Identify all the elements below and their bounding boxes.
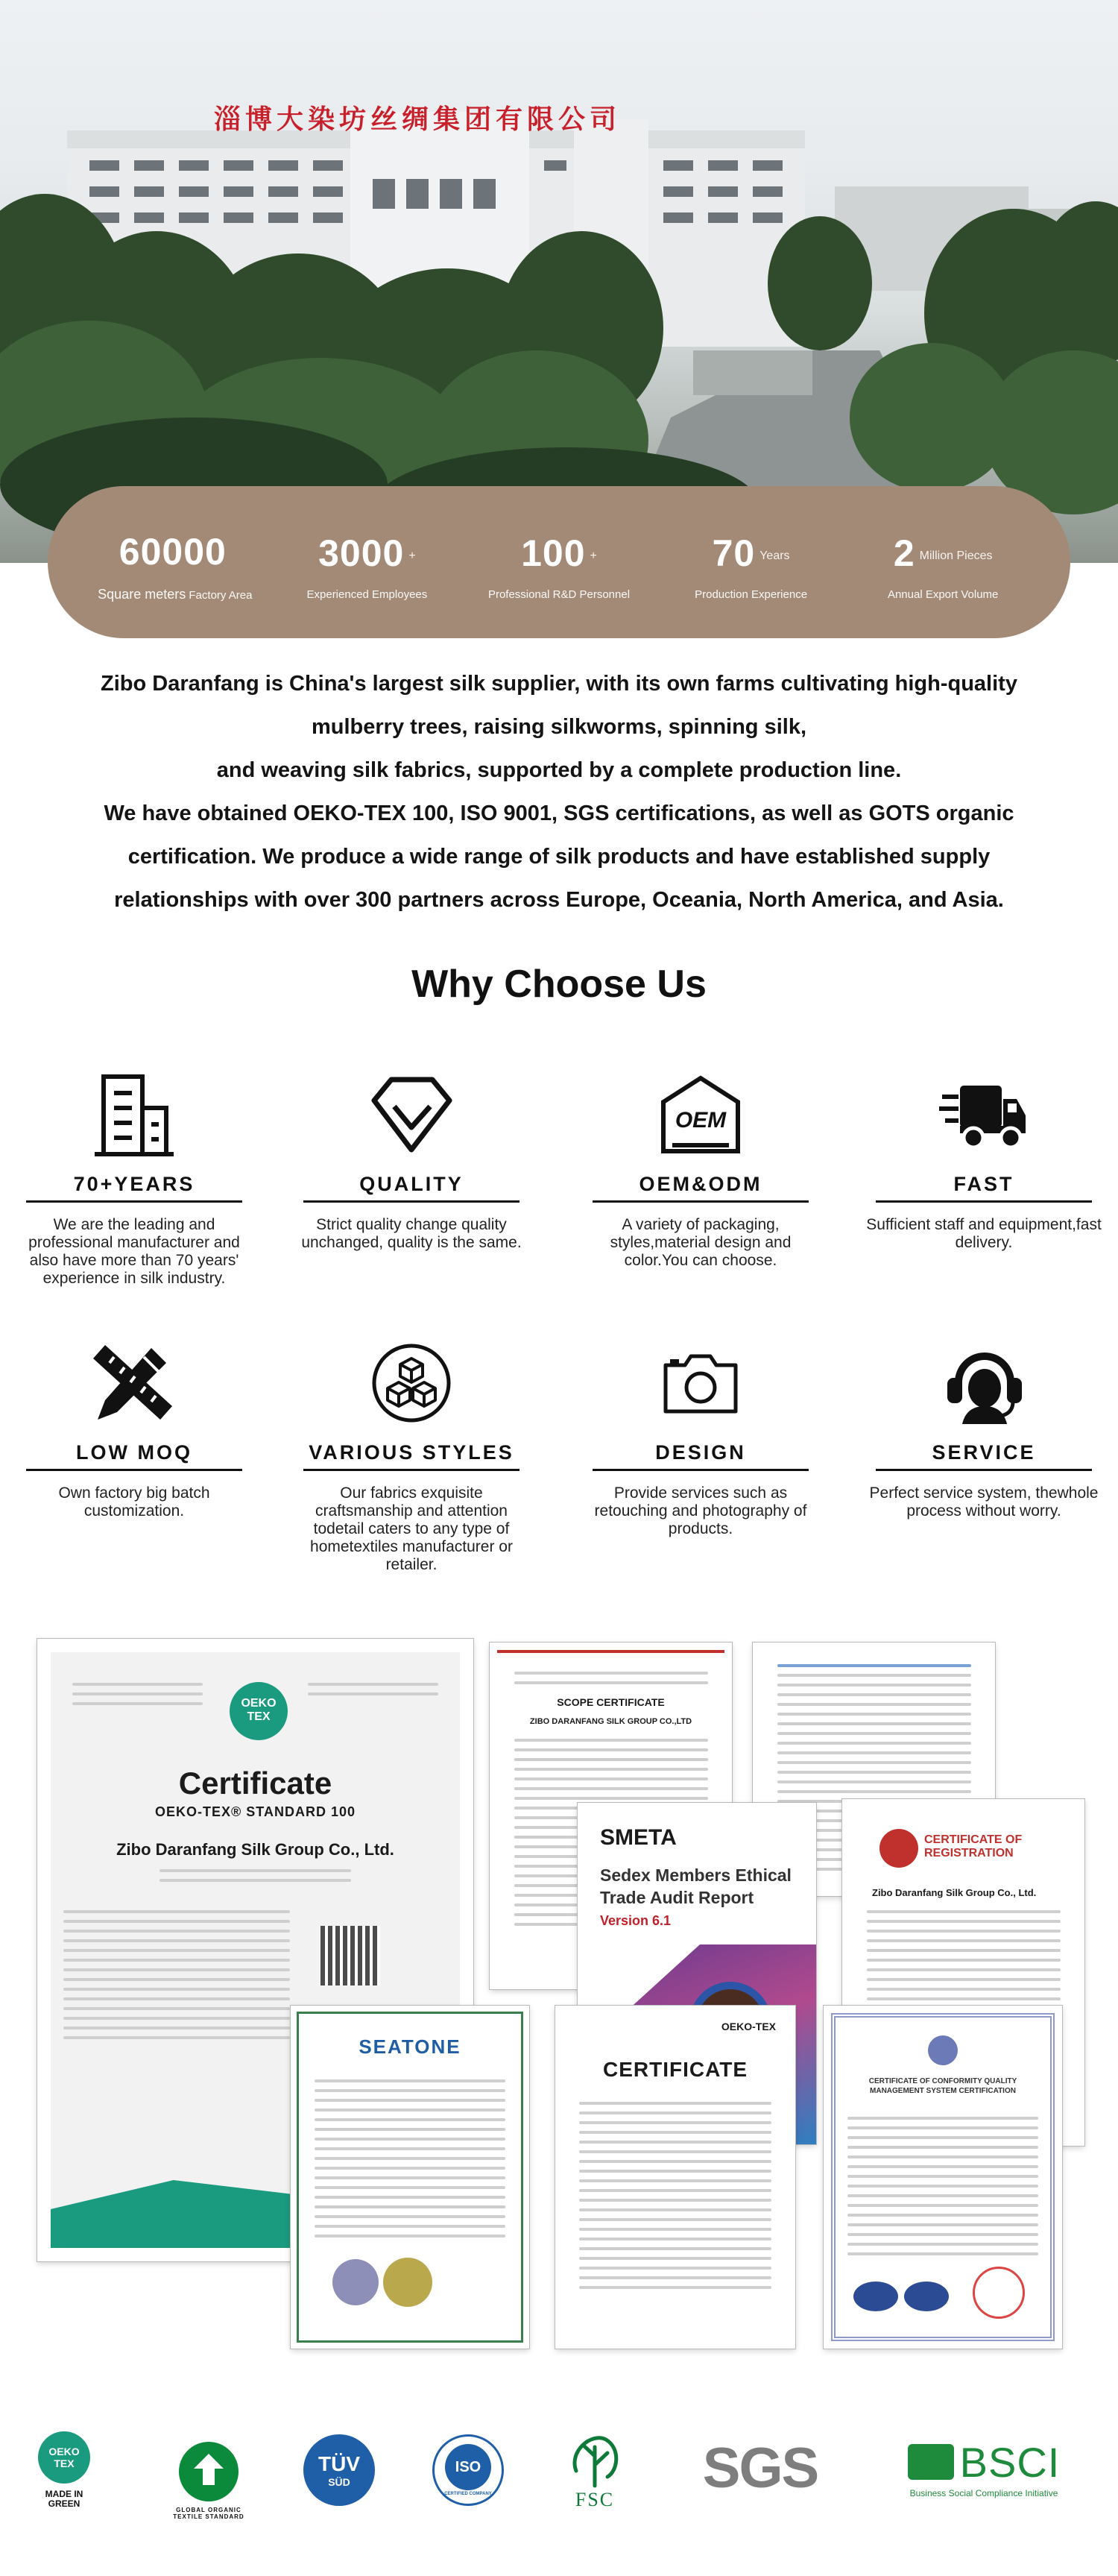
- logo-fsc: [558, 2423, 632, 2516]
- feature-title: QUALITY: [359, 1173, 464, 1195]
- stat-value: 2: [893, 532, 915, 574]
- qms-title: CERTIFICATE OF CONFORMITY QUALITY MANAGEMENT SYSTEM CERTIFICATION: [868, 2077, 1017, 2095]
- scope-cert-company: ZIBO DARANFANG SILK GROUP CO.,LTD: [529, 1717, 692, 1726]
- iaf-logo-icon: [853, 2281, 898, 2311]
- feature-description: Own factory big batch customization.: [58, 1484, 210, 1520]
- feature-title: FAST: [953, 1173, 1014, 1195]
- certificate-oeko-tex-2: [555, 2006, 795, 2349]
- gold-seal-icon: [383, 2258, 432, 2307]
- cnas-logo-icon: [904, 2281, 949, 2311]
- oem-box-icon: [656, 1070, 745, 1159]
- stat-label: Factory Area: [189, 588, 253, 602]
- feature-divider: [593, 1469, 809, 1471]
- hero-banner: [0, 0, 1118, 563]
- feature-description: Perfect service system, thewhole process without worry.: [869, 1484, 1099, 1520]
- registration-seal-icon: [879, 1829, 918, 1868]
- building-icon: [89, 1070, 179, 1159]
- oeko-tex-badge: [230, 1682, 288, 1740]
- tuv-logo-sub: SÜD: [328, 2476, 350, 2488]
- fsc-tree-icon: [561, 2429, 628, 2489]
- gots-logo-icon: [161, 2424, 256, 2519]
- seal-icon: [332, 2259, 379, 2305]
- stat-export-volume: [847, 524, 1039, 601]
- cor-company: Zibo Daranfang Silk Group Co., Ltd.: [872, 1887, 1037, 1898]
- feature-title: OEM&ODM: [639, 1173, 762, 1195]
- oeko-cert-title: Certificate: [178, 1766, 332, 1801]
- stats-bar: [48, 486, 1070, 638]
- cor-title: CERTIFICATE OF REGISTRATION: [924, 1833, 1023, 1859]
- fsc-logo-text: FSC: [575, 2488, 615, 2510]
- logo-bsci: [891, 2431, 1077, 2505]
- feature-years: [11, 1070, 257, 1288]
- bsci-logo-sub: Business Social Compliance Initiative: [909, 2487, 1058, 2498]
- feature-description: Our fabrics exquisite craftsmanship and attention todetail caters to any type of hometextiles manufacturer or retailer.: [310, 1484, 513, 1573]
- oeko-tex-logo-icon: [38, 2431, 90, 2484]
- feature-divider: [303, 1469, 519, 1471]
- certificate-qms: [824, 2006, 1062, 2349]
- red-stamp-icon: [973, 2267, 1025, 2319]
- factory-sign: 淄博大染坊丝绸集团有限公司: [213, 104, 621, 135]
- intro-line: mulberry trees, raising silkworms, spinning silk,: [312, 715, 806, 739]
- pencil-ruler-icon: [89, 1338, 179, 1428]
- intro-line: certification. We produce a wide range of silk products and have established supply: [127, 845, 991, 869]
- stat-rd-personnel: [463, 524, 655, 601]
- smeta-title: Sedex Members Ethical Trade Audit Report: [600, 1865, 792, 1907]
- stat-label: Annual Export Volume: [887, 588, 999, 601]
- truck-icon: [939, 1070, 1029, 1159]
- iso-logo-icon: [432, 2434, 504, 2506]
- feature-fast: [861, 1070, 1107, 1252]
- logo-sgs: [697, 2431, 824, 2505]
- stat-value: 70: [712, 532, 756, 574]
- stat-suffix: Years: [759, 549, 790, 562]
- logo-oeko-tex: [34, 2423, 94, 2516]
- stat-value: 60000: [119, 530, 227, 573]
- feature-quality: [288, 1070, 534, 1252]
- oeko2-title: CERTIFICATE: [602, 2058, 748, 2081]
- cubes-icon: [367, 1338, 456, 1428]
- stat-experience: [655, 524, 847, 601]
- feature-description: Sufficient staff and equipment,fast delivery.: [866, 1216, 1102, 1251]
- feature-divider: [876, 1200, 1092, 1203]
- feature-divider: [876, 1469, 1092, 1471]
- oeko-badge-text: OEKO TEX: [241, 1697, 277, 1723]
- bsci-logo-text: BSCI: [959, 2438, 1061, 2486]
- company-intro: [22, 662, 1096, 922]
- gots-logo-text: GLOBAL ORGANIC TEXTILE STANDARD: [173, 2507, 244, 2520]
- qr-code-icon: [320, 1926, 380, 1985]
- qms-seal-icon: [928, 2035, 958, 2065]
- stat-label: Production Experience: [695, 588, 808, 601]
- oeko-cert-subtitle: OEKO-TEX® STANDARD 100: [155, 1804, 356, 1819]
- feature-divider: [593, 1200, 809, 1203]
- feature-description: Provide services such as retouching and photography of products.: [594, 1484, 807, 1537]
- feature-low-moq: [11, 1338, 257, 1520]
- oeko-logo-sub: MADE IN GREEN: [45, 2488, 83, 2509]
- tuv-logo-icon: [303, 2434, 375, 2506]
- iso-logo-text: ISO: [445, 2444, 491, 2490]
- feature-title: LOW MOQ: [76, 1441, 192, 1464]
- stat-suffix: Million Pieces: [919, 549, 993, 562]
- feature-title: 70+YEARS: [73, 1173, 195, 1195]
- intro-line: We have obtained OEKO-TEX 100, ISO 9001, SGS certifications, as well as GOTS organic: [104, 802, 1014, 825]
- feature-description: Strict quality change quality unchanged, quality is the same.: [301, 1216, 522, 1251]
- diamond-check-icon: [367, 1070, 456, 1159]
- feature-oem-odm: [578, 1070, 824, 1270]
- iso-logo-sub: CERTIFIED COMPANY: [444, 2492, 492, 2496]
- stat-label: Professional R&D Personnel: [487, 588, 631, 601]
- svg-text:OEM: OEM: [675, 1108, 727, 1133]
- stat-suffix: +: [408, 549, 416, 562]
- why-choose-us-title: Why Choose Us: [411, 963, 707, 1006]
- feature-description: A variety of packaging, styles,material design and color.You can choose.: [610, 1216, 792, 1269]
- smeta-version: Version 6.1: [600, 1913, 672, 1928]
- stat-label: Experienced Employees: [306, 588, 428, 601]
- feature-divider: [303, 1200, 519, 1203]
- intro-line: and weaving silk fabrics, supported by a complete production line.: [216, 758, 902, 782]
- smeta-brand: SMETA: [600, 1825, 677, 1850]
- feature-divider: [26, 1469, 242, 1471]
- oeko-cert-company: Zibo Daranfang Silk Group Co., Ltd.: [116, 1840, 394, 1859]
- certification-logos: [0, 2408, 1118, 2520]
- oeko-logo-text: OEKO TEX: [48, 2445, 80, 2469]
- tuv-logo-text: TÜV: [318, 2452, 360, 2475]
- stat-factory-area: [79, 523, 271, 602]
- sgs-logo-text: SGS: [702, 2436, 818, 2500]
- stat-suffix: +: [590, 549, 597, 562]
- stat-value: 100: [521, 532, 586, 574]
- feature-service: [861, 1338, 1107, 1520]
- logo-iso: [431, 2429, 505, 2511]
- bsci-logo-icon: [908, 2444, 954, 2480]
- headset-icon: [939, 1338, 1029, 1428]
- stat-value: 3000: [318, 532, 405, 574]
- feature-divider: [26, 1200, 242, 1203]
- factory-photo: [0, 0, 1118, 563]
- intro-line: Zibo Daranfang is China's largest silk supplier, with its own farms cultivating high-quality: [101, 672, 1017, 696]
- oeko2-header: OEKO-TEX: [721, 2021, 776, 2032]
- feature-various-styles: [288, 1338, 534, 1574]
- stat-label-main: Square meters: [98, 586, 186, 602]
- intro-line: relationships with over 300 partners across Europe, Oceania, North America, and Asia.: [114, 888, 1004, 912]
- camera-icon: [656, 1338, 745, 1428]
- seatone-brand: SEATONE: [359, 2035, 461, 2058]
- feature-design: [578, 1338, 824, 1538]
- certificate-seatone: [291, 2006, 529, 2349]
- stat-employees: [271, 524, 464, 601]
- logo-tuv: [302, 2429, 376, 2511]
- feature-title: DESIGN: [655, 1441, 746, 1464]
- feature-description: We are the leading and professional manufacturer and also have more than 70 years' experience in silk industry.: [28, 1216, 240, 1287]
- feature-title: SERVICE: [932, 1441, 1036, 1464]
- feature-title: VARIOUS STYLES: [309, 1441, 514, 1464]
- logo-gots: [160, 2423, 257, 2520]
- scope-cert-title: SCOPE CERTIFICATE: [557, 1696, 665, 1708]
